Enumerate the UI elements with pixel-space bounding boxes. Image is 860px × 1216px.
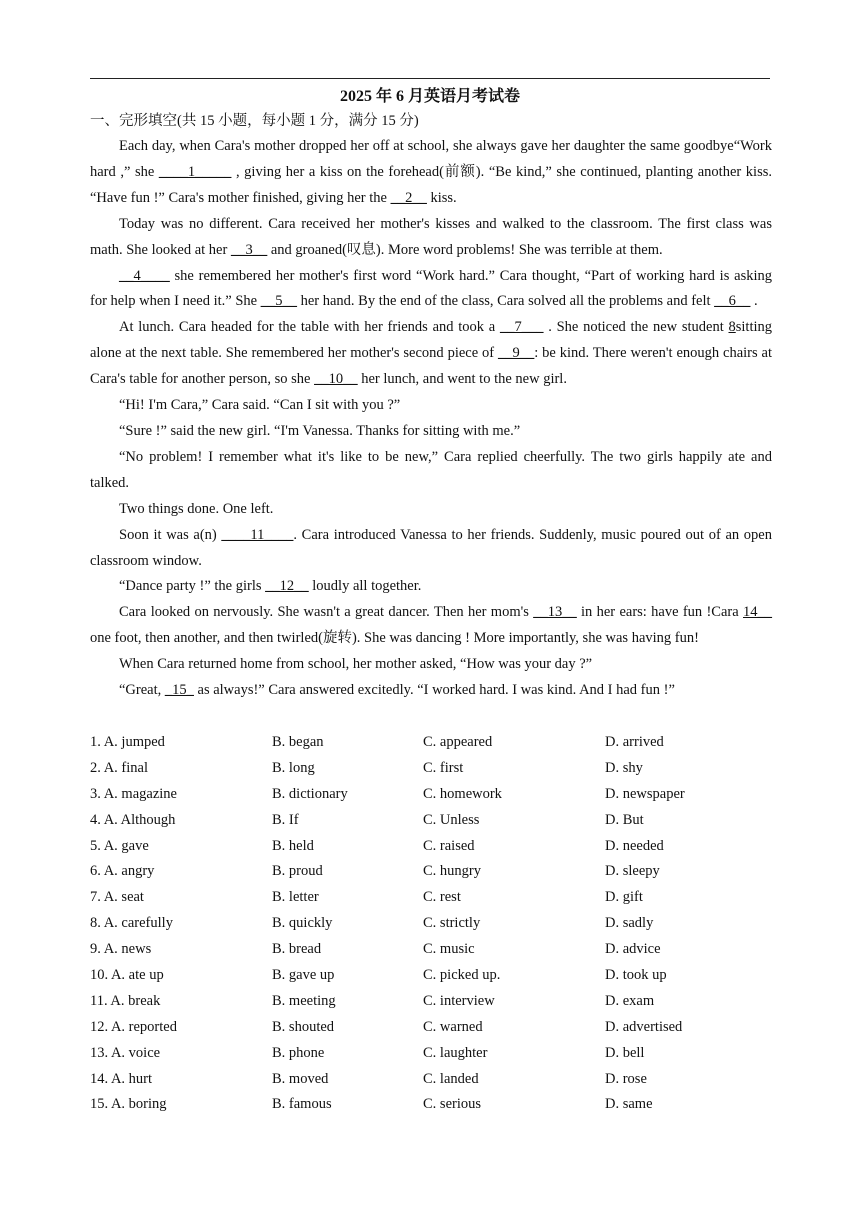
option-choice: B. famous (272, 1096, 332, 1113)
passage-paragraph (90, 652, 772, 678)
option-choice: 11. A. break (90, 992, 161, 1009)
option-choice: D. same (605, 1096, 653, 1113)
option-choice: C. interview (423, 992, 495, 1009)
option-choice: B. gave up (272, 967, 335, 984)
option-choice: D. needed (605, 837, 664, 854)
option-choice: C. homework (423, 785, 502, 802)
passage-paragraph (90, 600, 772, 652)
cloze-passage (90, 134, 772, 704)
passage-paragraph (90, 574, 772, 600)
passage-text: Each day, when Cara's mother dropped her off at school, she always gave her daughter the same goodbye“Work hard ,” she (90, 138, 772, 180)
passage-text: Two things done. One left. (119, 500, 274, 517)
blank-number: ____1_____ (158, 163, 232, 180)
option-choice: D. shy (605, 759, 643, 776)
option-choice: D. gift (605, 889, 643, 906)
option-choice: B. proud (272, 863, 323, 880)
passage-text: At lunch. Cara headed for the table with her friends and took a (119, 319, 500, 336)
option-choice: D. exam (605, 992, 655, 1009)
option-choice: C. picked up. (423, 967, 501, 984)
passage-text: “Sure !” said the new girl. “I'm Vanessa. Thanks for sitting with me.” (119, 422, 521, 439)
option-row (90, 963, 770, 989)
passage-text: , giving her a kiss on the forehead(前额). “Be kind,” she continued, planting another kiss. “Have fun !” Cara's mother finished, giving her the (90, 163, 772, 206)
option-choice: C. rest (423, 889, 461, 906)
option-row (90, 730, 770, 756)
header-rule (90, 78, 770, 79)
option-choice: D. advice (605, 941, 661, 958)
option-choice: 4. A. Although (90, 811, 176, 828)
passage-paragraph (90, 393, 772, 419)
option-choice: 12. A. reported (90, 1018, 177, 1035)
option-row (90, 1067, 770, 1093)
option-choice: C. landed (423, 1070, 479, 1087)
option-choice: D. rose (605, 1070, 647, 1087)
option-choice: C. appeared (423, 734, 493, 750)
blank-number: 8 (728, 319, 736, 336)
passage-paragraph (90, 315, 772, 393)
passage-paragraph (90, 678, 772, 704)
passage-text: “No problem! I remember what it's like to be new,” Cara replied cheerfully. The two girls happily ate and talked. (90, 448, 772, 491)
blank-number: __10__ (314, 371, 358, 388)
option-row (90, 1092, 770, 1118)
option-choice: B. moved (272, 1070, 329, 1087)
option-choice: 14. A. hurt (90, 1070, 153, 1087)
option-choice: B. bread (272, 941, 322, 958)
passage-text: . Cara introduced Vanessa to her friends. Suddenly, music poured out of an open classroom window. (90, 526, 772, 569)
passage-text: “Great, (119, 682, 165, 699)
option-row (90, 1041, 770, 1067)
option-choice: D. took up (605, 967, 667, 984)
passage-text: : be kind. There weren't enough chairs at Cara's table for another person, so she (90, 345, 772, 388)
option-choice: 5. A. gave (90, 837, 149, 854)
option-row (90, 808, 770, 834)
passage-paragraph (90, 264, 772, 316)
option-choice: B. letter (272, 889, 319, 906)
option-choice: D. sleepy (605, 863, 660, 880)
passage-text: her lunch, and went to the new girl. (357, 371, 567, 388)
blank-number: 14__ (743, 604, 772, 621)
option-choice: D. advertised (605, 1018, 683, 1035)
passage-paragraph (90, 445, 772, 497)
passage-text: When Cara returned home from school, her mother asked, “How was your day ?” (119, 656, 593, 673)
option-choice: B. If (272, 811, 299, 828)
page-title: 2025 年 6 月英语月考试卷 (339, 88, 520, 105)
passage-text: her hand. By the end of the class, Cara solved all the problems and felt (296, 293, 715, 310)
option-choice: C. strictly (423, 915, 481, 932)
passage-text: . She noticed the new student (543, 319, 729, 336)
passage-text: she remembered her mother's first word “Work hard.” Cara thought, “Part of working hard is asking for help when I need it.” She (90, 267, 772, 310)
section-heading: 一、完形填空(共 15 小题，每小题 1 分，满分 15 分) (90, 113, 419, 129)
option-choice: 15. A. boring (90, 1096, 167, 1113)
option-choice: 13. A. voice (90, 1044, 161, 1061)
option-choice: D. arrived (605, 734, 664, 750)
passage-paragraph (90, 497, 772, 523)
option-choice: 3. A. magazine (90, 785, 177, 802)
blank-number: __7___ (499, 319, 544, 336)
passage-text: in her ears: have fun !Cara (576, 604, 743, 621)
passage-text: sitting alone at the next table. She remembered her mother's second piece of (90, 319, 773, 362)
option-choice: 8. A. carefully (90, 915, 173, 932)
passage-paragraph (90, 523, 772, 575)
option-row (90, 885, 770, 911)
options-list (90, 730, 770, 1118)
blank-number: __4____ (119, 267, 170, 284)
option-row (90, 911, 770, 937)
option-choice: B. meeting (272, 992, 336, 1009)
passage-paragraph (90, 134, 772, 212)
passage-text: Today was no different. Cara received her mother's kisses and walked to the classroom. The first class was math. She looked at her (90, 215, 772, 258)
option-row (90, 756, 770, 782)
option-choice: 1. A. jumped (90, 734, 165, 750)
option-choice: B. held (272, 837, 314, 854)
option-choice: C. laughter (423, 1044, 488, 1061)
option-row (90, 859, 770, 885)
blank-number: __3__ (230, 241, 268, 258)
option-choice: D. But (605, 811, 644, 828)
option-choice: 7. A. seat (90, 889, 144, 906)
option-choice: 2. A. final (90, 759, 148, 776)
blank-number: _15_ (164, 682, 194, 699)
blank-number: __5__ (260, 293, 297, 310)
option-choice: 9. A. news (90, 941, 152, 958)
option-choice: B. quickly (272, 915, 333, 932)
option-choice: B. dictionary (272, 785, 348, 802)
option-choice: C. serious (423, 1096, 481, 1113)
passage-text: loudly all together. (308, 578, 422, 595)
option-choice: D. newspaper (605, 785, 685, 802)
passage-text: as always!” Cara answered excitedly. “I worked hard. I was kind. And I had fun !” (193, 682, 675, 699)
option-row (90, 834, 770, 860)
blank-number: __12__ (265, 578, 309, 595)
option-choice: C. hungry (423, 863, 481, 880)
option-choice: D. sadly (605, 915, 654, 932)
option-choice: C. warned (423, 1018, 483, 1035)
blank-number: ____11____ (221, 526, 294, 543)
passage-text: “Dance party !” the girls (119, 578, 266, 595)
option-choice: B. long (272, 759, 315, 776)
option-choice: B. phone (272, 1044, 325, 1061)
blank-number: __13__ (533, 604, 577, 621)
option-choice: B. shouted (272, 1018, 335, 1035)
blank-number: __6__ (714, 293, 751, 310)
option-choice: C. raised (423, 837, 475, 854)
option-row (90, 989, 770, 1015)
option-choice: C. music (423, 941, 475, 958)
passage-text: Cara looked on nervously. She wasn't a great dancer. Then her mom's (119, 604, 534, 621)
option-choice: 10. A. ate up (90, 967, 164, 984)
option-choice: C. first (423, 759, 464, 776)
passage-text: Soon it was a(n) (119, 526, 222, 543)
option-choice: 6. A. angry (90, 863, 155, 880)
option-row (90, 1015, 770, 1041)
option-row (90, 937, 770, 963)
passage-text: kiss. (426, 189, 457, 206)
passage-text: “Hi! I'm Cara,” Cara said. “Can I sit with you ?” (119, 397, 401, 414)
option-choice: B. began (272, 734, 324, 750)
option-choice: D. bell (605, 1044, 645, 1061)
option-choice: C. Unless (423, 811, 480, 828)
option-row (90, 782, 770, 808)
passage-text: one foot, then another, and then twirled(旋转). She was dancing ! More importantly, she was having fun! (90, 630, 699, 647)
passage-paragraph (90, 212, 772, 264)
passage-text: . (750, 293, 758, 310)
passage-text: and groaned(叹息). More word problems! She was terrible at them. (267, 241, 663, 258)
blank-number: __9__ (498, 345, 535, 362)
passage-paragraph (90, 419, 772, 445)
blank-number: __2__ (390, 189, 427, 206)
